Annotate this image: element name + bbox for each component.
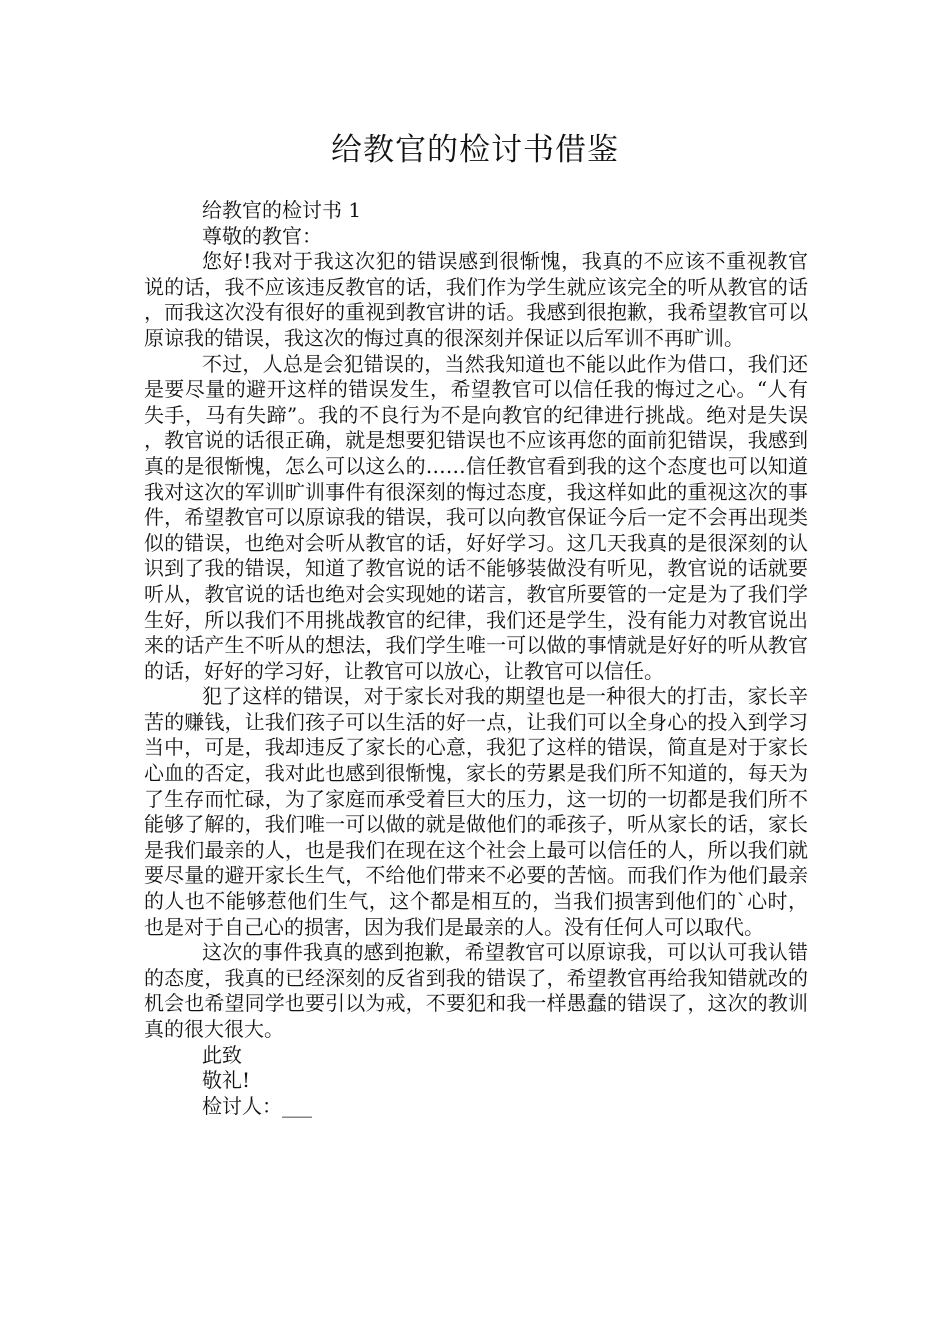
document-body <box>144 198 808 1119</box>
closing-line-2: 敬礼! <box>202 1068 251 1093</box>
signer-blank: ___ <box>282 1093 312 1118</box>
salutation: 尊敬的教官： <box>202 223 322 248</box>
paragraph-4: 这次的事件我真的感到抱歉，希望教官可以原谅我，可以认可我认错的态度，我真的已经深刻的反省到我的错误了，希望教官再给我知错就改的机会也希望同学也要引以为戒，不要犯和我一样愚蠢的错误了，这次的教训真的很大很大。 <box>144 940 808 1041</box>
document-title: 给教官的检讨书借鉴 <box>331 132 619 168</box>
paragraph-2: 不过，人总是会犯错误的，当然我知道也不能以此作为借口，我们还是要尽量的避开这样的错误发生，希望教官可以信任我的悔过之心。“人有失手，马有失蹄”。我的不良行为不是向教官的纪律进行挑战。绝对是失误，教官说的话很正确，就是想要犯错误也不应该再您的面前犯错误，我感到真的是很惭愧，怎么可以这么的……信任教官看到我的这个态度也可以知道我对这次的军训旷训事件有很深刻的悔过态度，我这样如此的重视这次的事件，希望教官可以原谅我的错误，我可以向教官保证今后一定不会再出现类似的错误，也绝对会听从教官的话，好好学习。这几天我真的是很深刻的认识到了我的错误，知道了教官说的话不能够装做没有听见，教官说的话就要听从，教官说的话也绝对会实现她的诺言，教官所要管的一定是为了我们学生好，所以我们不用挑战教官的纪律，我们还是学生，没有能力对教官说出来的话产生不听从的想法，我们学生唯一可以做的事情就是好好的听从教官的话，好好的学习好，让教官可以放心，让教官可以信任。 <box>144 351 808 683</box>
signer-label: 检讨人： <box>202 1093 282 1118</box>
paragraph-1: 您好!我对于我这次犯的错误感到很惭愧，我真的不应该不重视教官说的话，我不应该违反教官的话，我们作为学生就应该完全的听从教官的话，而我这次没有很好的重视到教官讲的话。我感到很抱歉，我希望教官可以原谅我的错误，我这次的悔过真的很深刻并保证以后军训不再旷训。 <box>144 249 808 350</box>
closing-line-1: 此致 <box>202 1042 242 1067</box>
paragraph-3: 犯了这样的错误，对于家长对我的期望也是一种很大的打击，家长辛苦的赚钱，让我们孩子可以生活的好一点，让我们可以全身心的投入到学习当中，可是，我却违反了家长的心意，我犯了这样的错误，简直是对于家长心血的否定，我对此也感到很惭愧，家长的劳累是我们所不知道的，每天为了生存而忙碌，为了家庭而承受着巨大的压力，这一切的一切都是我们所不能够了解的，我们唯一可以做的就是做他们的乖孩子，听从家长的话，家长是我们最亲的人，也是我们在现在这个社会上最可以信任的人，所以我们就要尽量的避开家长生气，不给他们带来不必要的苦恼。而我们作为他们最亲的人也不能够惹他们生气，这个都是相互的，当我们损害到他们的`心时，也是对于自己心的损害，因为我们是最亲的人。没有任何人可以取代。 <box>144 684 808 939</box>
signer-line <box>144 1094 808 1120</box>
document-subtitle: 给教官的检讨书 1 <box>202 198 362 222</box>
